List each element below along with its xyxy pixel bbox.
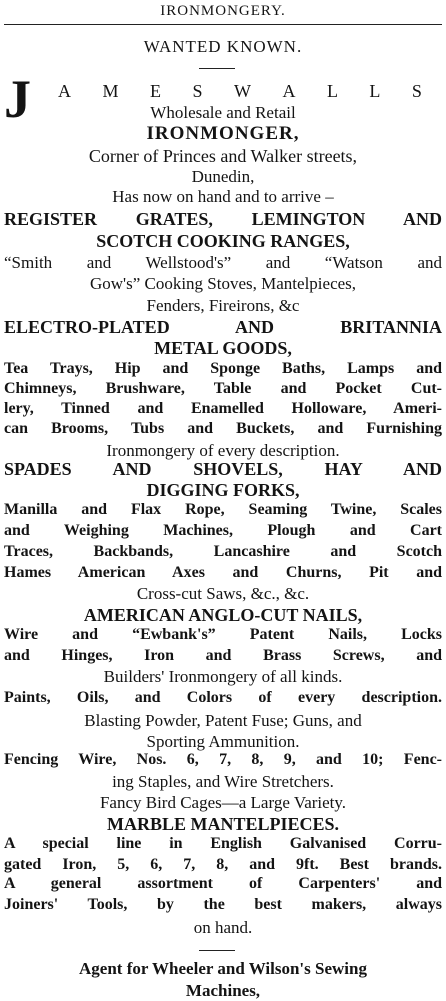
ad-line: “Smith and Wellstood's” and “Watson and: [4, 253, 442, 272]
name-letter: L: [369, 81, 383, 101]
trade-line: Wholesale and Retail: [150, 103, 296, 122]
ad-line: Hames American Axes and Churns, Pit and: [4, 564, 442, 581]
name-letter: A: [282, 81, 298, 101]
intro-line: Has now on hand and to arrive –: [112, 187, 334, 206]
city-line: Dunedin,: [191, 167, 255, 186]
ad-line: Joiners' Tools, by the best makers, always: [4, 896, 442, 913]
ad-line: Fancy Bird Cages—a Large Variety.: [99, 793, 347, 812]
ad-line: Blasting Powder, Patent Fuse; Guns, and: [84, 711, 362, 730]
ad-line: A special line in English Galvanised Corru-: [4, 835, 442, 852]
header-rule: [4, 24, 442, 25]
advertiser-initial: J: [4, 69, 31, 129]
ad-line: SPADES AND SHOVELS, HAY AND: [4, 459, 442, 479]
ad-line: MARBLE MANTELPIECES.: [106, 814, 340, 834]
ad-line: on hand.: [193, 918, 253, 937]
ad-line: REGISTER GRATES, LEMINGTON AND: [4, 209, 442, 229]
footer-dash: [199, 950, 235, 951]
ad-line: ELECTRO-PLATED AND BRITANNIA: [4, 317, 442, 337]
ad-line: Cross-cut Saws, &c., &c.: [136, 584, 310, 603]
ad-line: ing Staples, and Wire Stretchers.: [112, 772, 334, 791]
name-letter: A: [58, 81, 73, 101]
ad-line: Fenders, Fireirons, &c: [146, 296, 300, 315]
address-line: Corner of Princes and Walker streets,: [88, 146, 358, 166]
ad-line: A general assortment of Carpenters' and: [4, 875, 442, 892]
ad-line: METAL GOODS,: [154, 338, 292, 358]
footer-line-2: Machines,: [185, 981, 261, 1000]
ad-line: Wire and “Ewbank's” Patent Nails, Locks: [4, 626, 442, 643]
ad-line: Paints, Oils, and Colors of every description.: [4, 689, 442, 706]
ad-line: Chimneys, Brushware, Table and Pocket Cut-: [4, 380, 442, 397]
ad-line: and Hinges, Iron and Brass Screws, and: [4, 647, 442, 664]
column-header: IRONMONGERY.: [160, 3, 286, 19]
ad-line: Tea Trays, Hip and Sponge Baths, Lamps and: [4, 360, 442, 377]
ad-line: lery, Tinned and Enamelled Holloware, Ameri-: [4, 400, 442, 417]
advertiser-name: [58, 82, 424, 100]
ad-line: Fencing Wire, Nos. 6, 7, 8, 9, and 10; Fenc-: [4, 751, 442, 768]
ad-line: Ironmongery of every description.: [106, 441, 340, 460]
name-letter: L: [326, 81, 340, 101]
name-letter: S: [411, 81, 424, 101]
ad-line: SCOTCH COOKING RANGES,: [96, 231, 350, 251]
ad-heading: WANTED KNOWN.: [143, 37, 303, 56]
ad-line: Sporting Ammunition.: [146, 732, 300, 751]
ad-line: gated Iron, 5, 6, 7, 8, and 9ft. Best brands.: [4, 856, 442, 873]
name-letter: W: [233, 81, 253, 101]
name-letter: M: [102, 81, 121, 101]
ad-line: Gow's” Cooking Stoves, Mantelpieces,: [89, 274, 357, 293]
trade-title: IRONMONGER,: [146, 123, 300, 144]
ad-line: and Weighing Machines, Plough and Cart: [4, 522, 442, 539]
ad-line: AMERICAN ANGLO-CUT NAILS,: [83, 605, 363, 625]
ad-line: can Brooms, Tubs and Buckets, and Furnishing: [4, 420, 442, 437]
ad-line: Manilla and Flax Rope, Seaming Twine, Scales: [4, 501, 442, 518]
footer-line-1: Agent for Wheeler and Wilson's Sewing: [79, 959, 367, 978]
heading-dash: [199, 68, 235, 69]
ad-line: DIGGING FORKS,: [146, 480, 300, 500]
ad-line: Traces, Backbands, Lancashire and Scotch: [4, 543, 442, 560]
name-letter: E: [149, 81, 163, 101]
name-letter: S: [192, 81, 205, 101]
ad-line: Builders' Ironmongery of all kinds.: [103, 667, 343, 686]
